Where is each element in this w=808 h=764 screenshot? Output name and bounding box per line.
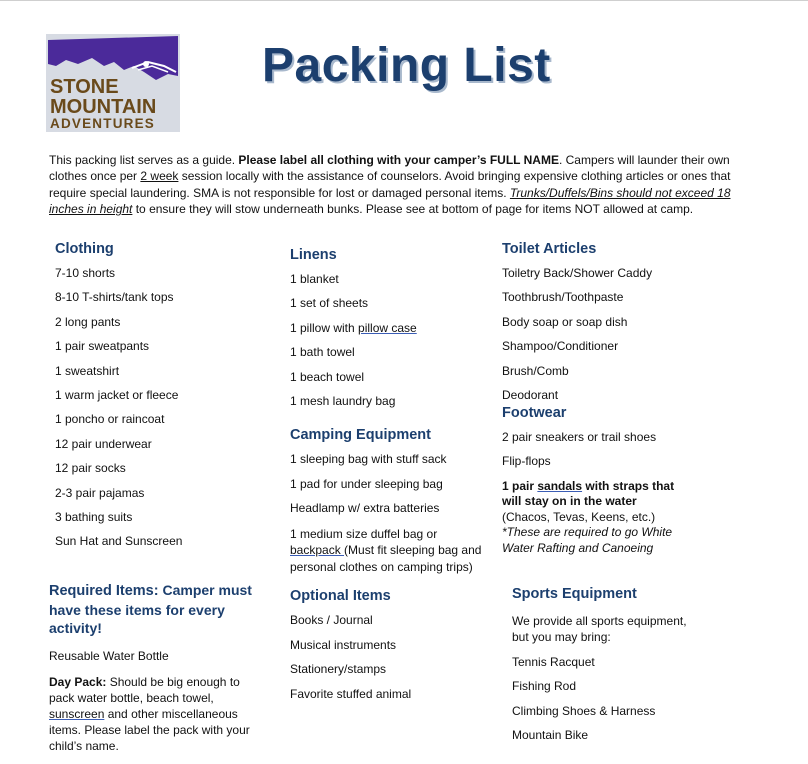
day-pack-sunscreen: sunscreen xyxy=(49,706,105,721)
list-item: 1 pad for under sleeping bag xyxy=(290,476,443,491)
list-item xyxy=(290,321,490,335)
toilet-list xyxy=(502,266,722,402)
list-item: Brush/Comb xyxy=(502,363,569,378)
sports-intro: We provide all sports equipment, but you may bring: xyxy=(512,614,687,644)
list-item: Shampoo/Conditioner xyxy=(502,339,619,354)
top-border xyxy=(0,0,808,1)
required-heading-label: Required Items: xyxy=(49,583,159,599)
list-item: Books / Journal xyxy=(290,613,373,628)
list-item: Tennis Racquet xyxy=(512,655,595,669)
list-item: Toiletry Back/Shower Caddy xyxy=(502,266,653,280)
sports-section xyxy=(512,585,712,753)
intro-text-4: to ensure they will stow underneath bunks. Please see at bottom of page for items NOT allowed at camp. xyxy=(132,202,694,217)
intro-text-1: This packing list serves as a guide. xyxy=(49,153,239,167)
list-item: 1 poncho or raincoat xyxy=(55,412,165,427)
list-item: 12 pair underwear xyxy=(55,436,152,451)
duffel-text-2: (Must fit sleeping bag and personal clothes on camping trips) xyxy=(290,543,482,574)
list-item: Flip-flops xyxy=(502,454,551,469)
sandal-brands: (Chacos, Tevas, Keens, etc.) xyxy=(502,509,656,524)
water-bottle-item: Reusable Water Bottle xyxy=(49,648,169,663)
linens-list xyxy=(290,272,490,408)
stone-mountain-logo xyxy=(46,34,180,132)
sports-list xyxy=(512,655,712,742)
list-item: 8-10 T-shirts/tank tops xyxy=(55,290,174,305)
page-title: Packing List xyxy=(262,39,551,92)
day-pack-item xyxy=(49,674,264,754)
list-item: Stationery/stamps xyxy=(290,662,387,677)
list-item: 1 mesh laundry bag xyxy=(290,393,396,408)
list-item: 1 blanket xyxy=(290,272,339,286)
list-item: 1 pair sweatpants xyxy=(55,339,150,354)
list-item: Headlamp w/ extra batteries xyxy=(290,501,440,516)
intro-label-note: Please label all clothing with your camper’s FULL NAME xyxy=(238,153,559,167)
day-pack-text-2: and other miscellaneous items. Please label the pack with your child’s name. xyxy=(49,706,250,753)
list-item xyxy=(290,526,490,576)
intro-text-2: . Campers will launder their own clothes once per xyxy=(49,153,730,184)
intro-paragraph xyxy=(49,152,739,218)
list-item: 1 set of sheets xyxy=(290,296,369,311)
sandal-text-1: 1 pair xyxy=(502,478,538,493)
clothing-section xyxy=(55,240,260,559)
sandals-item xyxy=(502,479,692,557)
list-item: Toothbrush/Toothpaste xyxy=(502,290,624,305)
pillow-text: 1 pillow with xyxy=(290,320,359,335)
list-item: Deodorant xyxy=(502,387,559,402)
list-item: Musical instruments xyxy=(290,637,397,652)
list-item: Favorite stuffed animal xyxy=(290,686,412,701)
list-item: Climbing Shoes & Harness xyxy=(512,703,656,718)
list-item: 3 bathing suits xyxy=(55,509,133,524)
camping-list xyxy=(290,452,490,575)
list-item: Mountain Bike xyxy=(512,728,589,743)
list-item: 2 long pants xyxy=(55,314,121,329)
list-item: Sun Hat and Sunscreen xyxy=(55,534,183,549)
intro-trunk-note: Trunks/Duffels/Bins should not exceed 18 inches in height xyxy=(49,185,731,217)
logo-line-1: STONE xyxy=(50,76,119,98)
list-item: 2 pair sneakers or trail shoes xyxy=(502,429,657,444)
list-item: 7-10 shorts xyxy=(55,266,116,280)
list-item: 12 pair socks xyxy=(55,461,126,476)
required-items-section xyxy=(49,581,264,764)
optional-heading: Optional Items xyxy=(290,588,391,605)
column-middle xyxy=(290,246,490,711)
duffel-backpack: backpack xyxy=(290,543,345,558)
sandal-text-2: with straps that will stay on in the water xyxy=(502,478,675,509)
sports-heading: Sports Equipment xyxy=(512,586,637,602)
footwear-heading: Footwear xyxy=(502,404,567,421)
list-item: Body soap or soap dish xyxy=(502,314,628,329)
column-right xyxy=(502,240,722,562)
linens-heading: Linens xyxy=(290,247,337,263)
list-item: 1 sleeping bag with stuff sack xyxy=(290,452,447,467)
intro-text-3: session locally with the assistance of counselors. Avoid bringing expensive clothing articles or ones that require special laundering. SMA is not responsible for lost or damaged personal items. xyxy=(49,169,731,200)
day-pack-label: Day Pack: xyxy=(49,674,107,689)
logo-line-2: MOUNTAIN xyxy=(50,96,157,118)
list-item: Fishing Rod xyxy=(512,679,577,694)
day-pack-text-1: Should be big enough to pack water bottle, beach towel, xyxy=(49,674,240,705)
pillow-case-text: pillow case xyxy=(358,320,417,335)
camping-heading: Camping Equipment xyxy=(290,427,431,444)
clothing-list xyxy=(55,266,260,548)
required-items-heading xyxy=(49,581,264,638)
required-heading-note: Camper must have these items for every activity! xyxy=(49,582,252,636)
list-item: 1 warm jacket or fleece xyxy=(55,387,179,402)
clothing-heading: Clothing xyxy=(55,241,114,257)
intro-two-week: 2 week xyxy=(140,169,179,184)
duffel-text-1: 1 medium size duffel bag or xyxy=(290,526,438,541)
list-item: 1 beach towel xyxy=(290,369,365,384)
logo-line-3: ADVENTURES xyxy=(50,116,156,131)
footwear-list xyxy=(502,430,722,468)
list-item: 2-3 pair pajamas xyxy=(55,485,145,500)
toilet-heading: Toilet Articles xyxy=(502,241,597,257)
sandal-note: *These are required to go White Water Rafting and Canoeing xyxy=(502,525,673,555)
list-item: 1 sweatshirt xyxy=(55,363,120,378)
list-item: 1 bath towel xyxy=(290,345,355,360)
sandal-word: sandals xyxy=(537,478,583,493)
optional-list xyxy=(290,613,490,700)
